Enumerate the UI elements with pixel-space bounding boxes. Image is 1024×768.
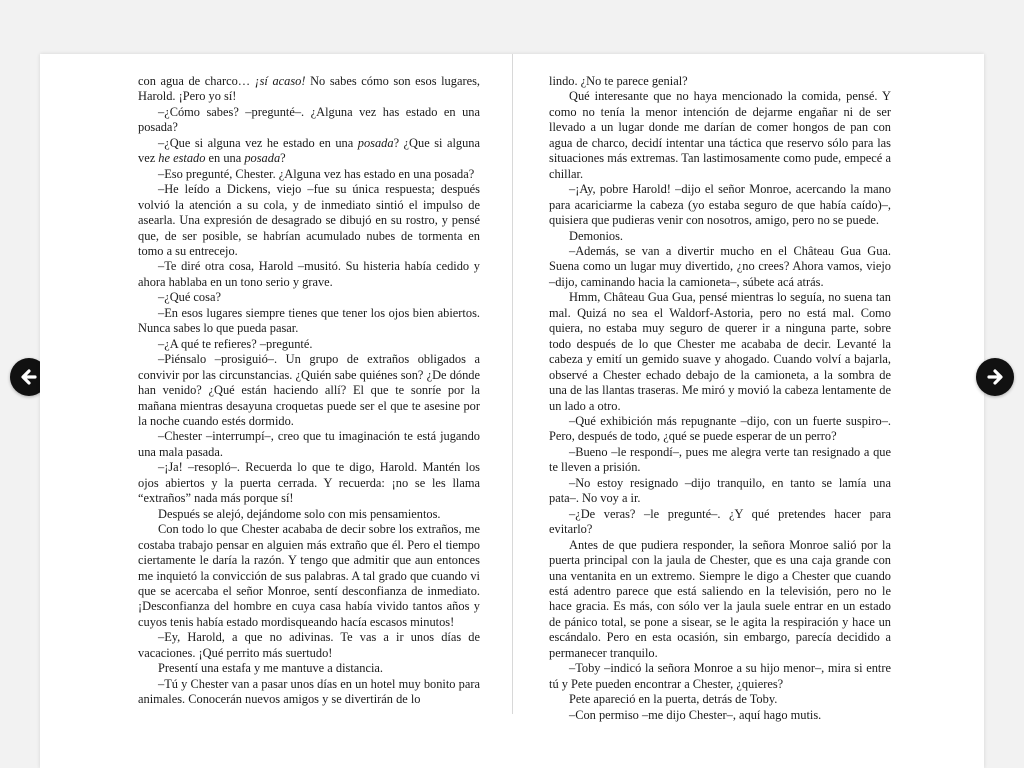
paragraph [549, 507, 891, 538]
text-run: Con todo lo que Chester acababa de decir sobre los extraños, me costaba trabajo pensar en alguien más extraño que él. Pero el tiempo ciertamente le daría la razón. Y tengo que admitir que aun entonces me inquietó la convicción de sus palabras. A tal grado que cuando vi que se acercaba el señor Monroe, sentí desconfianza de inmediato. ¡Desconfianza del hombre en cuya casa había vivido tantos años y cuyos tenis había estado mordisqueando hacía escasos minutos! [138, 522, 480, 629]
paragraph [138, 352, 480, 429]
italic-text: ¡sí acaso! [254, 74, 306, 88]
paragraph [138, 661, 480, 676]
book-spread [40, 54, 984, 768]
paragraph [138, 105, 480, 136]
page-gutter [512, 54, 513, 714]
text-run: en una [205, 151, 245, 166]
italic-text: posada [357, 135, 394, 150]
paragraph [549, 244, 891, 290]
text-run: –¡Ja! –resopló–. Recuerda lo que te digo, Harold. Mantén los ojos abiertos y la puerta cerrada. Y recuerda: ¡no se les llama “extraños” nada más porque sí! [138, 460, 480, 506]
text-run: Después se alejó, dejándome solo con mis pensamientos. [158, 506, 441, 521]
text-run: –¿Que si alguna vez he estado en una [158, 135, 358, 150]
paragraph [138, 630, 480, 661]
paragraph [549, 414, 891, 445]
paragraph [549, 182, 891, 228]
text-run: –Te diré otra cosa, Harold –musitó. Su histeria había cedido y ahora hablaba en un tono serio y grave. [138, 259, 480, 289]
arrow-right-icon [985, 367, 1005, 387]
paragraph [549, 661, 891, 692]
text-run: –Piénsalo –prosiguió–. Un grupo de extraños obligados a convivir por las circunstancias. ¿Quién sabe quiénes son? ¿De dónde han venido? ¿Qué están haciendo allí? El que te sonríe por la mañana mientras desayuna croquetas puede ser el que te asesine por la noche cuando estés dormido. [138, 352, 480, 428]
text-run: –Además, se van a divertir mucho en el Château Gua Gua. Suena como un lugar muy divertido, ¿no crees? Ahora vamos, viejo –dijo, caminando hacia la camioneta–, súbete acá atrás. [549, 243, 891, 289]
paragraph [138, 306, 480, 337]
text-run: Presentí una estafa y me mantuve a distancia. [158, 661, 384, 676]
paragraph [138, 460, 480, 506]
text-run: lindo. ¿No te parece genial? [549, 74, 688, 88]
text-run: –¡Ay, pobre Harold! –dijo el señor Monroe, acercando la mano para acariciarme la cabeza (yo estaba seguro de que había caído)–, quisiera que pudieras venir con nosotros, amigo, pero no se puede. [549, 182, 891, 228]
paragraph [549, 290, 891, 414]
left-page [138, 74, 480, 708]
paragraph [549, 89, 891, 182]
italic-text: posada [244, 151, 281, 166]
text-run: Demonios. [569, 228, 624, 243]
text-run: ? ¿Que si alguna vez [138, 135, 480, 166]
text-run: –En esos lugares siempre tienes que tener los ojos bien abiertos. Nunca sabes lo que pueda pasar. [138, 305, 480, 336]
paragraph [138, 507, 480, 522]
paragraph [138, 74, 480, 105]
text-run: –Chester –interrumpí–, creo que tu imaginación te está jugando una mala pasada. [138, 429, 480, 459]
text-run: –Bueno –le respondí–, pues me alegra verte tan resignado a que te lleven a prisión. [549, 444, 891, 475]
text-run: No sabes cómo son esos lugares, Harold. ¡Pero yo sí! [138, 74, 480, 104]
text-run: –¿De veras? –le pregunté–. ¿Y qué pretendes hacer para evitarlo? [549, 506, 891, 537]
text-run: –¿Cómo sabes? –pregunté–. ¿Alguna vez has estado en una posada? [138, 104, 480, 135]
paragraph [549, 229, 891, 244]
paragraph [549, 445, 891, 476]
text-run: Hmm, Château Gua Gua, pensé mientras lo seguía, no suena tan mal. Quizá no sea el Waldorf-Astoria, pero no está mal. Como quiera, no estaba muy seguro de querer ir a ninguna parte, sobre todo después de lo que Chester me acababa de decir. Levanté la cabeza y emití un gemido suave y ahogado. Cuando volví a bajarla, observé a Chester echado debajo de la camioneta, a la sombra de una de las llantas traseras. Me miró y movió la cabeza lentamente de un lado a otro. [549, 290, 891, 413]
text-run: –Con permiso –me dijo Chester–, aquí hago mutis. [569, 707, 822, 722]
paragraph [549, 708, 891, 723]
text-run: ? [280, 151, 286, 166]
text-run: Antes de que pudiera responder, la señora Monroe salió por la puerta principal con la jaula de Chester, que es una caja grande con una ventanita en un extremo. Siempre le digo a Chester que cuando está adentro parece que está saliendo en la televisión, pero no le hace gracia. Es más, con sólo ver la jaula suele entrar en un estado de pánico total, se pone a sisear, se le agita la respiración y hace un escándalo. Pero en esta ocasión, sin embargo, parecía decidido a permanecer tranquilo. [549, 537, 891, 660]
paragraph [138, 522, 480, 630]
paragraph [138, 337, 480, 352]
next-page-button[interactable] [976, 358, 1014, 396]
text-run: –No estoy resignado –dijo tranquilo, en tanto se lamía una pata–. No voy a ir. [549, 475, 891, 506]
text-run: –Toby –indicó la señora Monroe a su hijo menor–, mira si entre tú y Pete pueden encontrar a Chester, ¿quieres? [549, 661, 891, 691]
text-run: –Ey, Harold, a que no adivinas. Te vas a ir unos días de vacaciones. ¡Qué perrito más suertudo! [138, 630, 480, 660]
text-run: –Tú y Chester van a pasar unos días en un hotel muy bonito para animales. Conocerán nuevos amigos y se divertirán de lo [138, 676, 480, 707]
paragraph [138, 136, 480, 167]
italic-text: he estado [158, 151, 206, 166]
text-run: –He leído a Dickens, viejo –fue su única respuesta; después volvió la atención a su cola, y de inmediato sintió el impulso de asearla. Una expresión de desagrado se dibujó en su rostro, y pensé que, de ser posible, se habrían acumulado nubes de tormenta en tomo a su entrecejo. [138, 182, 480, 258]
text-run: –Qué exhibición más repugnante –dijo, con un fuerte suspiro–. Pero, después de todo, ¿qué se puede esperar de un perro? [549, 413, 891, 444]
text-run: con agua de charco… [138, 74, 255, 88]
arrow-left-icon [19, 367, 39, 387]
paragraph [138, 167, 480, 182]
paragraph [138, 259, 480, 290]
text-run: Qué interesante que no haya mencionado la comida, pensé. Y como no tenía la menor intención de dejarme engañar ni de ser llevado a un lugar donde me darían de comer hongos de pan con agua de charco, decidí intentar una táctica que reservo sólo para las situaciones más extremas. Tan lastimosamente como pude, empecé a chillar. [549, 89, 891, 181]
paragraph [138, 429, 480, 460]
paragraph [138, 182, 480, 259]
paragraph [549, 692, 891, 707]
paragraph [549, 538, 891, 662]
text-run: Pete apareció en la puerta, detrás de Toby. [569, 692, 778, 707]
text-run: –¿Qué cosa? [158, 290, 221, 305]
text-run: –Eso pregunté, Chester. ¿Alguna vez has estado en una posada? [158, 166, 475, 181]
paragraph [549, 476, 891, 507]
paragraph [549, 74, 891, 89]
text-run: –¿A qué te refieres? –pregunté. [158, 336, 313, 351]
paragraph [138, 677, 480, 708]
paragraph [138, 290, 480, 305]
right-page [549, 74, 891, 723]
